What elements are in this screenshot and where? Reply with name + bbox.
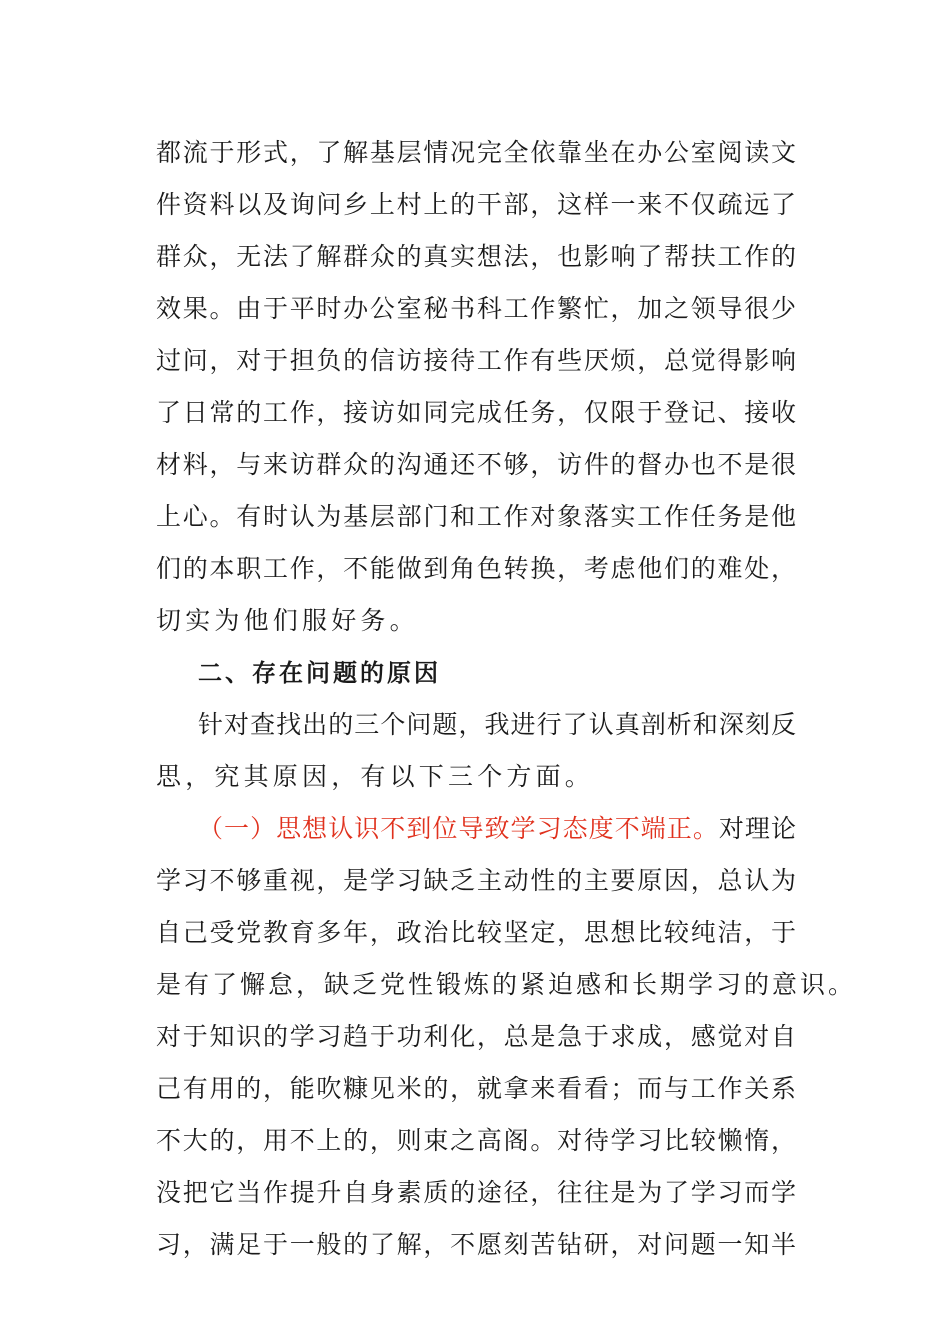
subsection-first-line-rest: 对理论 [718,814,796,843]
subsection-first-line [156,803,796,855]
subsection-line: 学习不够重视，是学习缺乏主动性的主要原因，总认为 [156,866,796,895]
body-line: 过问，对于担负的信访接待工作有些厌烦，总觉得影响 [156,346,796,375]
body-line: 了日常的工作，接访如同完成任务，仅限于登记、接收 [156,398,796,427]
subsection-title: （一）思想认识不到位导致学习态度不端正。 [198,814,719,843]
document-body [156,127,857,1271]
subsection-line: 是有了懈怠，缺乏党性锻炼的紧迫感和长期学习的意识。 [156,970,857,999]
subsection-line: 自己受党教育多年，政治比较坚定，思想比较纯洁，于 [156,918,796,947]
body-line: 切实为他们服好务。 [156,606,419,635]
subsection-line: 对于知识的学习趋于功利化，总是急于求成，感觉对自 [156,1022,796,1051]
body-line: 上心。有时认为基层部门和工作对象落实工作任务是他 [156,502,796,531]
section-heading: 二、存在问题的原因 [198,659,441,687]
body-line: 材料，与来访群众的沟通还不够，访件的督办也不是很 [156,450,796,479]
body-line: 件资料以及询问乡上村上的干部，这样一来不仅疏远了 [156,190,796,219]
subsection-line: 没把它当作提升自身素质的途径，往往是为了学习而学 [156,1178,796,1207]
body-line: 群众，无法了解群众的真实想法，也影响了帮扶工作的 [156,242,796,271]
subsection-line: 习，满足于一般的了解，不愿刻苦钻研，对问题一知半 [156,1230,796,1259]
subsection-line: 不大的，用不上的，则束之高阁。对待学习比较懒惰， [156,1126,796,1155]
subsection-line: 己有用的，能吹糠见米的，就拿来看看；而与工作关系 [156,1074,796,1103]
body-line: 都流于形式，了解基层情况完全依靠坐在办公室阅读文 [156,138,796,167]
intro-line: 针对查找出的三个问题，我进行了认真剖析和深刻反 [198,710,796,739]
intro-line: 思，究其原因，有以下三个方面。 [156,762,595,791]
body-line: 们的本职工作，不能做到角色转换，考虑他们的难处， [156,554,796,583]
body-line: 效果。由于平时办公室秘书科工作繁忙，加之领导很少 [156,294,796,323]
